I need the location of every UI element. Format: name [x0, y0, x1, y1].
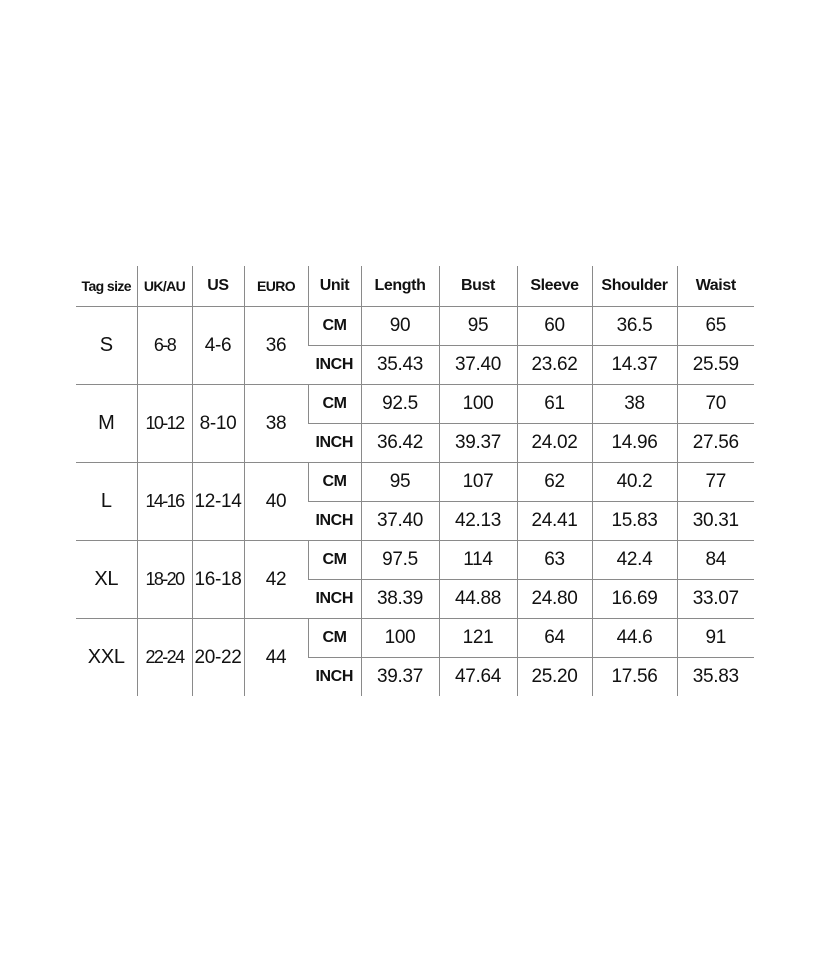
waist-cm-cell: 91	[677, 619, 754, 658]
us-size-cell: 16-18	[192, 541, 244, 619]
shoulder-inch-cell: 14.37	[592, 346, 677, 385]
table-row	[76, 541, 754, 580]
bust-cm-cell: 100	[439, 385, 517, 424]
sleeve-inch-cell: 25.20	[517, 658, 592, 697]
unit-cm-label: CM	[308, 385, 361, 424]
table-row	[76, 619, 754, 658]
unit-inch-label: INCH	[308, 580, 361, 619]
size-chart-header	[76, 266, 754, 307]
header-sleeve: Sleeve	[517, 266, 592, 307]
uk-au-size-cell: 14-16	[137, 463, 192, 541]
length-inch-cell: 35.43	[361, 346, 439, 385]
sleeve-cm-cell: 63	[517, 541, 592, 580]
waist-cm-cell: 84	[677, 541, 754, 580]
waist-inch-cell: 33.07	[677, 580, 754, 619]
table-row	[76, 385, 754, 424]
unit-inch-label: INCH	[308, 502, 361, 541]
shoulder-cm-cell: 36.5	[592, 307, 677, 346]
euro-size-cell: 42	[244, 541, 308, 619]
table-row	[76, 307, 754, 346]
length-inch-cell: 39.37	[361, 658, 439, 697]
length-inch-cell: 37.40	[361, 502, 439, 541]
waist-cm-cell: 65	[677, 307, 754, 346]
us-size-cell: 12-14	[192, 463, 244, 541]
bust-inch-cell: 42.13	[439, 502, 517, 541]
header-unit: Unit	[308, 266, 361, 307]
header-uk-au: UK/AU	[137, 266, 192, 307]
bust-inch-cell: 39.37	[439, 424, 517, 463]
header-waist: Waist	[677, 266, 754, 307]
shoulder-inch-cell: 14.96	[592, 424, 677, 463]
sleeve-inch-cell: 24.02	[517, 424, 592, 463]
bust-inch-cell: 37.40	[439, 346, 517, 385]
shoulder-cm-cell: 44.6	[592, 619, 677, 658]
unit-cm-label: CM	[308, 619, 361, 658]
header-row	[76, 266, 754, 307]
waist-cm-cell: 77	[677, 463, 754, 502]
length-cm-cell: 95	[361, 463, 439, 502]
header-us: US	[192, 266, 244, 307]
header-tag-size: Tag size	[76, 266, 137, 307]
bust-cm-cell: 95	[439, 307, 517, 346]
bust-cm-cell: 107	[439, 463, 517, 502]
length-cm-cell: 97.5	[361, 541, 439, 580]
header-euro: EURO	[244, 266, 308, 307]
euro-size-cell: 38	[244, 385, 308, 463]
shoulder-cm-cell: 38	[592, 385, 677, 424]
header-length: Length	[361, 266, 439, 307]
unit-cm-label: CM	[308, 307, 361, 346]
size-chart-body	[76, 307, 754, 697]
euro-size-cell: 36	[244, 307, 308, 385]
tag-size-cell: XL	[76, 541, 137, 619]
length-cm-cell: 100	[361, 619, 439, 658]
bust-inch-cell: 44.88	[439, 580, 517, 619]
shoulder-cm-cell: 40.2	[592, 463, 677, 502]
us-size-cell: 4-6	[192, 307, 244, 385]
us-size-cell: 8-10	[192, 385, 244, 463]
sleeve-cm-cell: 61	[517, 385, 592, 424]
tag-size-cell: S	[76, 307, 137, 385]
bust-cm-cell: 121	[439, 619, 517, 658]
sleeve-inch-cell: 23.62	[517, 346, 592, 385]
euro-size-cell: 40	[244, 463, 308, 541]
waist-inch-cell: 25.59	[677, 346, 754, 385]
uk-au-size-cell: 18-20	[137, 541, 192, 619]
waist-cm-cell: 70	[677, 385, 754, 424]
waist-inch-cell: 27.56	[677, 424, 754, 463]
sleeve-cm-cell: 60	[517, 307, 592, 346]
sleeve-inch-cell: 24.80	[517, 580, 592, 619]
length-cm-cell: 90	[361, 307, 439, 346]
waist-inch-cell: 35.83	[677, 658, 754, 697]
tag-size-cell: L	[76, 463, 137, 541]
uk-au-size-cell: 10-12	[137, 385, 192, 463]
size-chart-table	[76, 266, 754, 696]
shoulder-inch-cell: 17.56	[592, 658, 677, 697]
length-inch-cell: 36.42	[361, 424, 439, 463]
length-cm-cell: 92.5	[361, 385, 439, 424]
length-inch-cell: 38.39	[361, 580, 439, 619]
unit-inch-label: INCH	[308, 346, 361, 385]
sleeve-cm-cell: 64	[517, 619, 592, 658]
unit-inch-label: INCH	[315, 668, 353, 685]
table-row	[76, 463, 754, 502]
sleeve-cm-cell: 62	[517, 463, 592, 502]
bust-inch-cell: 47.64	[439, 658, 517, 697]
unit-cm-label: CM	[308, 463, 361, 502]
sleeve-inch-cell: 24.41	[517, 502, 592, 541]
tag-size-cell: M	[76, 385, 137, 463]
unit-cm-label: CM	[308, 541, 361, 580]
shoulder-inch-cell: 15.83	[592, 502, 677, 541]
bust-cm-cell: 114	[439, 541, 517, 580]
uk-au-size-cell: 22-24	[137, 619, 192, 697]
header-shoulder: Shoulder	[592, 266, 677, 307]
us-size-cell: 20-22	[192, 619, 244, 697]
unit-inch-label: INCH	[308, 424, 361, 463]
header-bust: Bust	[439, 266, 517, 307]
uk-au-size-cell: 6-8	[137, 307, 192, 385]
shoulder-inch-cell: 16.69	[592, 580, 677, 619]
tag-size-cell: XXL	[87, 646, 125, 668]
shoulder-cm-cell: 42.4	[592, 541, 677, 580]
euro-size-cell: 44	[244, 619, 308, 697]
waist-inch-cell: 30.31	[677, 502, 754, 541]
